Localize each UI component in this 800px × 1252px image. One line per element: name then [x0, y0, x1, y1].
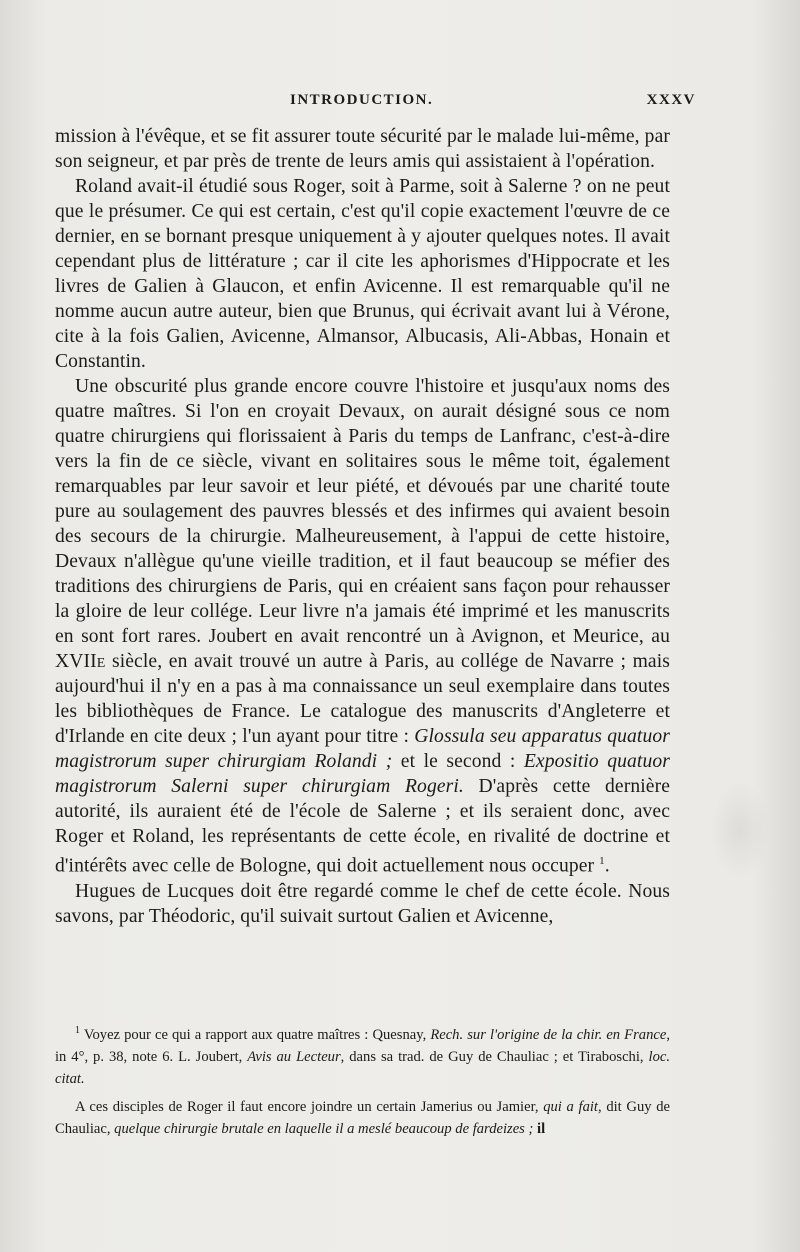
footnote-2-text-c: il — [533, 1120, 546, 1137]
century-label: XVIIe — [55, 651, 106, 672]
paragraph-3 — [55, 374, 670, 879]
paragraph-3-end: . — [604, 855, 610, 877]
main-text — [55, 124, 670, 929]
footnote-1-citation-3: loc. citat. — [55, 1048, 670, 1087]
latin-title-2: Expositio quatuor magistrorum Salerni super chirurgiam Rogeri. — [55, 751, 670, 797]
paragraph-3-part-a: Une obscurité plus grande encore couvre l'histoire et jusqu'aux noms des quatre maîtres. Si l'on en croyait Devaux, on aurait désigné sous ce nom quatre chirurgiens qui florissaient à Paris du temps de Lanfranc, c'est-à-dire vers la fin de ce siècle, vivant en solitaires sous le même toit, également remarquables par leur savoir et leur piété, et dévoués par une charité toute pure au soulagement des pauvres blessés et des infirmes qui avaient besoin des secours de la chirurgie. Malheureusement, à l'appui de cette histoire, Devaux n'allègue qu'une vieille tradition, et il faut beaucoup se méfier des traditions des chirurgiens de Paris, qui en créaient sans façon pour rehausser la gloire de leur collége. Leur livre n'a jamais été imprimé et les manuscrits en sont fort rares. Joubert en avait rencontré un à Avignon, et Meurice, au — [55, 376, 670, 647]
footnotes — [55, 1020, 670, 1140]
footnote-1 — [55, 1020, 670, 1090]
footnote-1-citation-2: Avis au Lecteur — [247, 1048, 341, 1065]
page-shadow — [710, 780, 770, 880]
paragraph-1: mission à l'évêque, et se fit assurer toute sécurité par le malade lui-même, par son seigneur, et par près de trente de leurs amis qui assistaient à l'opération. — [55, 126, 670, 172]
footnote-2-text-a: A ces disciples de Roger il faut encore joindre un certain Jamerius ou Jamier, — [75, 1098, 544, 1115]
footnote-1-mark: 1 — [75, 1025, 80, 1036]
footnote-2 — [55, 1096, 670, 1140]
paragraph-4: Hugues de Lucques doit être regardé comme le chef de cette école. Nous savons, par Théodoric, qu'il suivait surtout Galien et Avicenne, — [55, 880, 670, 927]
running-header — [290, 92, 696, 109]
paragraph-3-part-c: et le second : — [392, 751, 524, 772]
running-title: INTRODUCTION. — [290, 92, 434, 108]
paragraph-2: Roland avait-il étudié sous Roger, soit à Parme, soit à Salerne ? on ne peut que le présumer. Ce qui est certain, c'est qu'il copie exactement l'œuvre de ce dernier, en se bornant presque uniquement à y ajouter quelques notes. Il avait cependant plus de littérature ; car il cite les aphorismes d'Hippocrate et les livres de Galien à Glaucon, et enfin Avicenne. Il est remarquable qu'il ne nomme aucun autre auteur, bien que Brunus, qui écrivait avant lui à Vérone, cite à la fois Galien, Avicenne, Almansor, Albucasis, Ali-Abbas, Honain et Constantin. — [55, 176, 670, 372]
footnote-2-text-b: , dit Guy de Chauliac, — [55, 1098, 670, 1137]
footnote-1-text-b: , in 4°, p. 38, note 6. L. Joubert, — [55, 1026, 670, 1065]
footnote-reference: 1 — [599, 855, 605, 867]
footnote-1-citation-1: Rech. sur l'origine de la chir. en France — [430, 1026, 667, 1043]
footnote-2-quote-1: qui a fait — [543, 1098, 598, 1115]
paragraph-3-part-b: siècle, en avait trouvé un autre à Paris, au collége de Navarre ; mais aujourd'hui il n'y en a pas à ma connaissance un seul exemplaire dans toutes les bibliothèques de France. Le catalogue des manuscrits d'Angleterre et d'Irlande en cite deux ; l'un ayant pour titre : — [55, 651, 670, 747]
footnote-1-text-a: Voyez pour ce qui a rapport aux quatre maîtres : Quesnay, — [80, 1026, 431, 1043]
latin-title-1: Glossula seu apparatus quatuor magistrorum super chirurgiam Rolandi ; — [55, 726, 670, 772]
footnote-1-text-c: , dans sa trad. de Guy de Chauliac ; et Tiraboschi, — [340, 1048, 649, 1065]
page-number: XXXV — [646, 92, 696, 108]
paragraph-3-part-d: D'après cette dernière autorité, ils auraient été de l'école de Salerne ; et ils seraient donc, avec Roger et Roland, les représentants de cette école, en rivalité de doctrine et d'intérêts avec celle de Bologne, qui doit actuellement nous occuper — [55, 776, 671, 877]
footnote-2-quote-2: quelque chirurgie brutale en laquelle il a meslé beaucoup de fardeizes ; — [114, 1120, 534, 1137]
